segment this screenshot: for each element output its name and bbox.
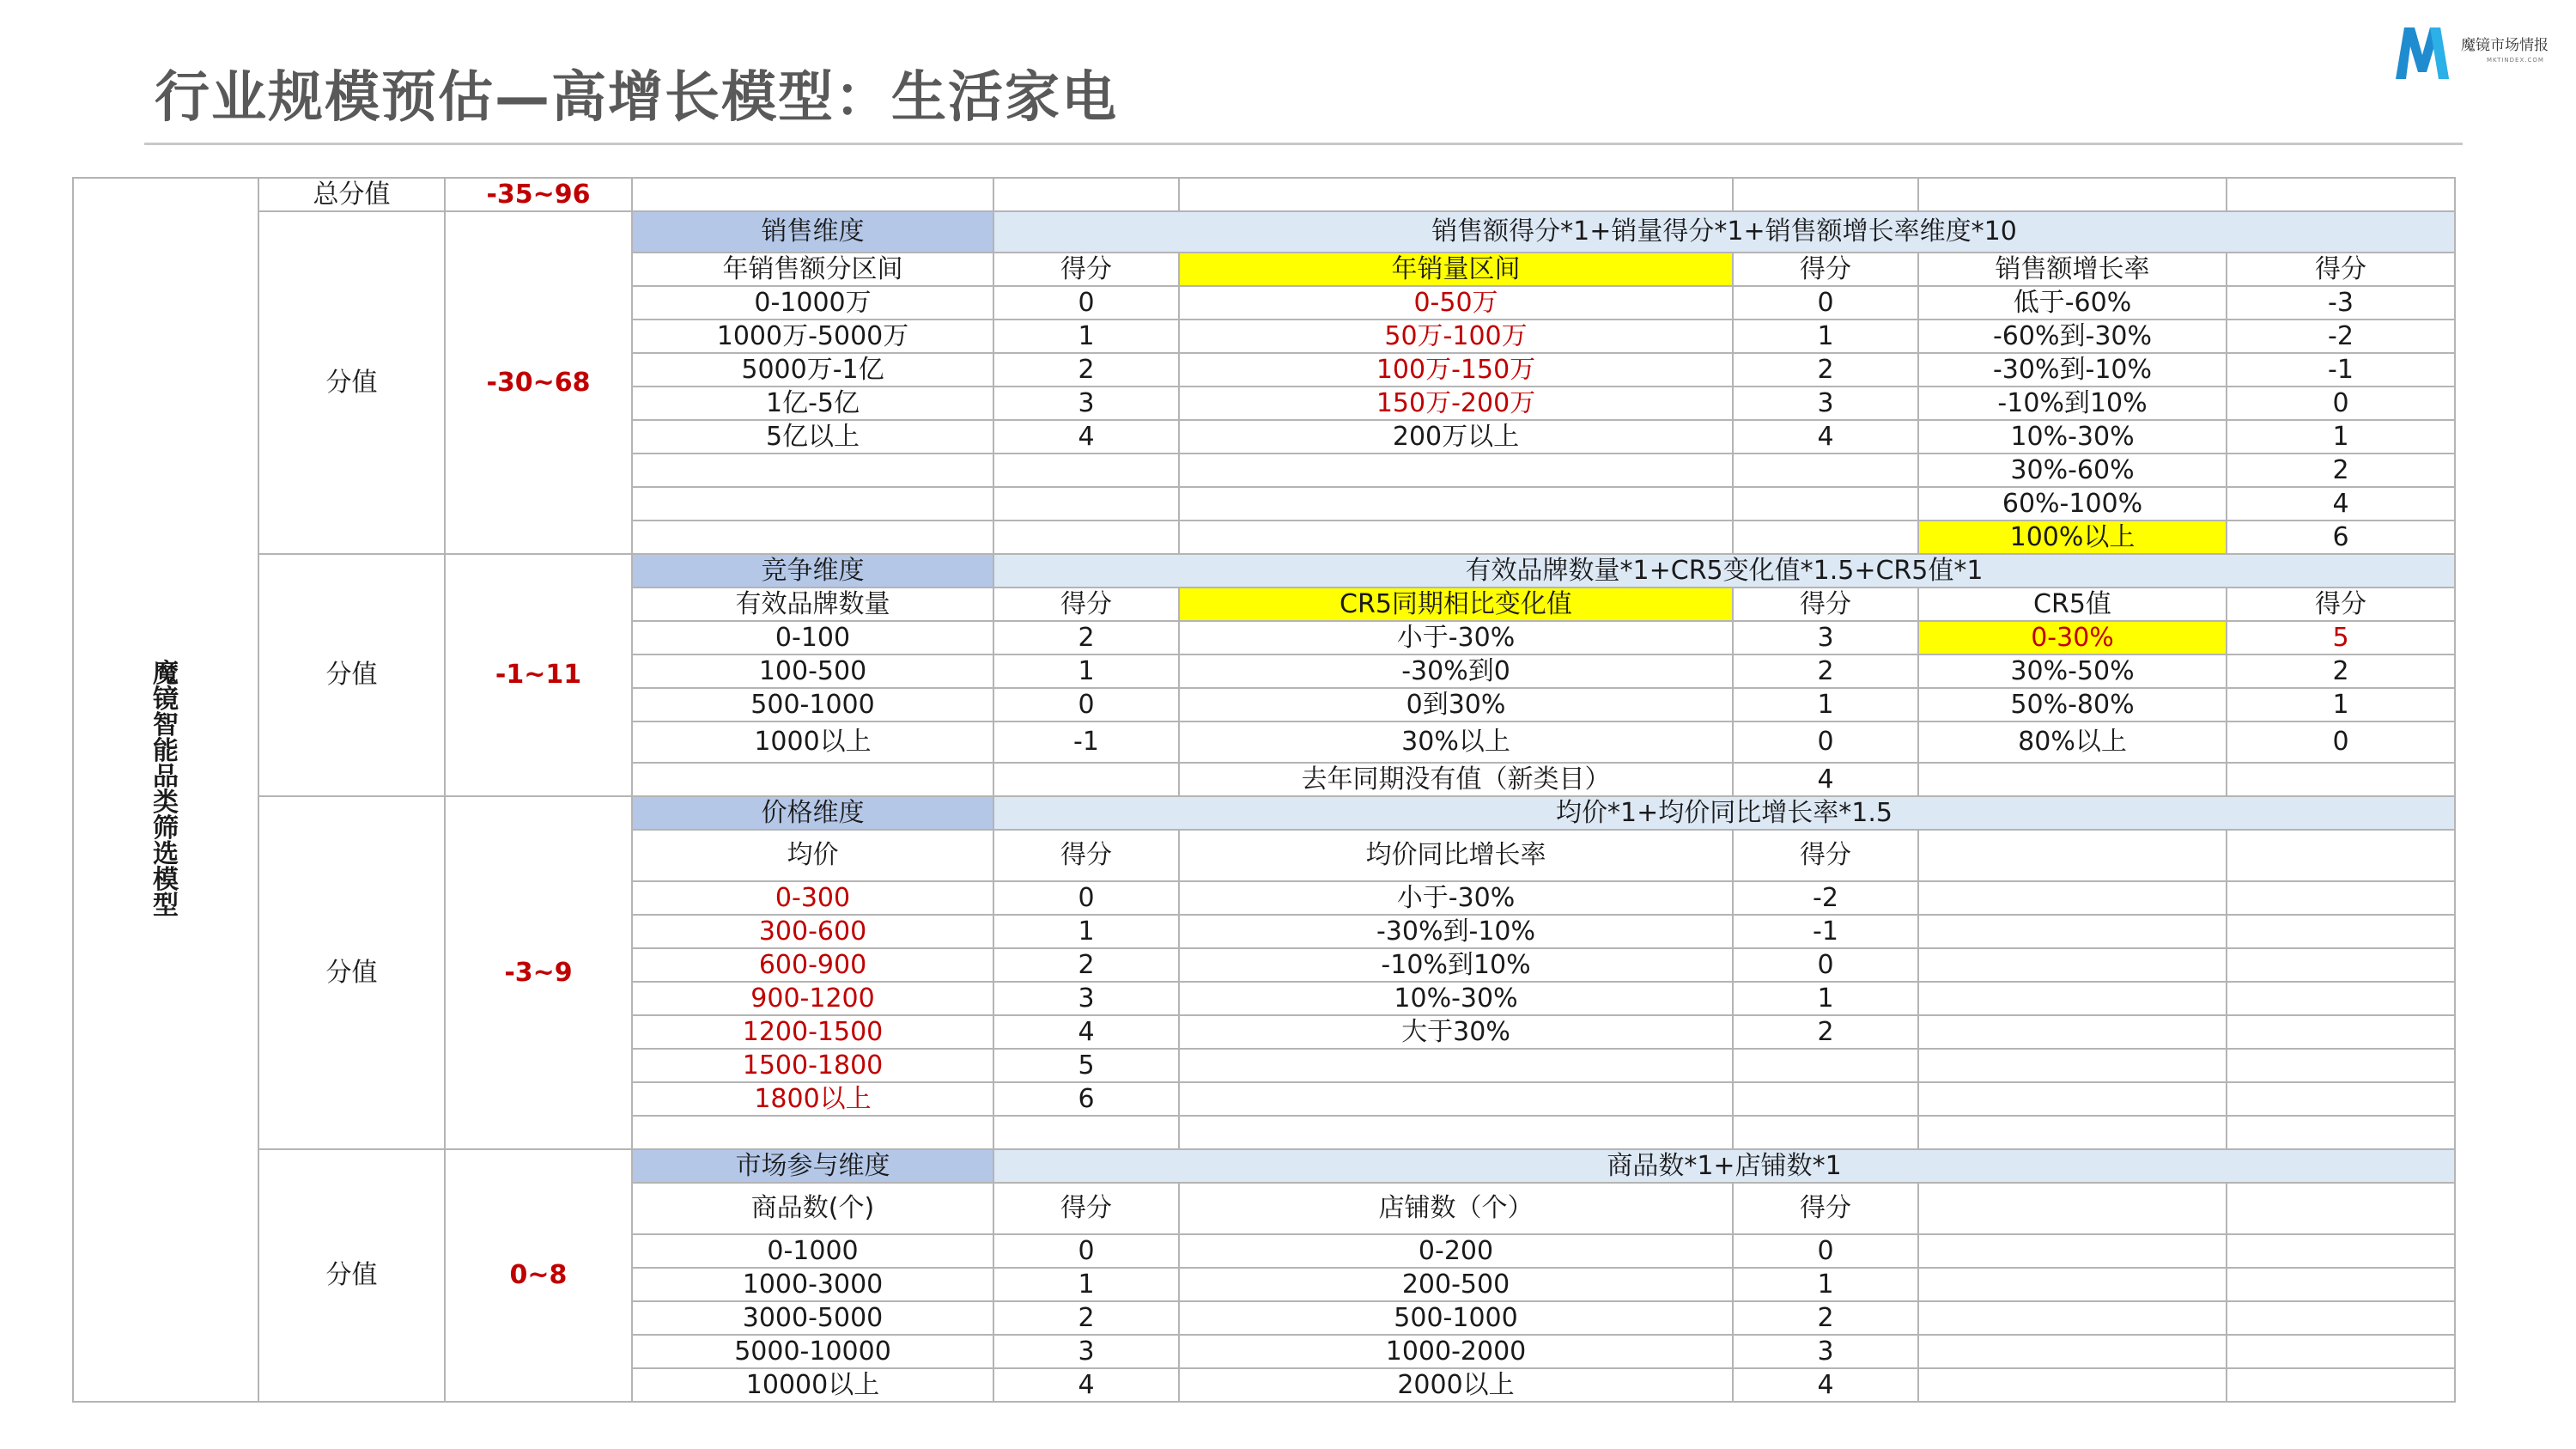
table-cell: -60%到-30% [1918, 320, 2227, 353]
table-cell: 1 [2227, 688, 2455, 721]
table-cell [2227, 1301, 2455, 1335]
table-cell: 4 [993, 420, 1179, 454]
sales-dimension-row [73, 211, 2455, 253]
table-cell: 小于-30% [1179, 881, 1733, 915]
table-cell: 4 [1733, 420, 1918, 454]
market-score-label: 分值 [258, 1149, 445, 1402]
table-cell: 2000以上 [1179, 1368, 1733, 1402]
table-cell: 大于30% [1179, 1015, 1733, 1049]
table-cell: 3 [993, 1335, 1179, 1368]
table-cell [1179, 1049, 1733, 1082]
table-cell: 50万-100万 [1179, 320, 1733, 353]
table-cell: 1 [993, 915, 1179, 948]
table-cell [632, 763, 993, 796]
table-cell [1179, 521, 1733, 554]
table-cell: 100%以上 [1918, 521, 2227, 554]
table-cell: 1 [993, 654, 1179, 688]
price-score-range: -3~9 [445, 796, 632, 1149]
table-cell: 200万以上 [1179, 420, 1733, 454]
table-cell: 5 [993, 1049, 1179, 1082]
sidebar-char: 选 [153, 838, 179, 869]
table-cell: 10%-30% [1179, 982, 1733, 1015]
table-cell [1179, 454, 1733, 487]
sidebar-char: 镜 [153, 684, 179, 715]
column-header: 商品数(个) [632, 1183, 993, 1234]
sales-dimension-header: 销售维度 [632, 211, 993, 253]
column-header: 店铺数（个） [1179, 1183, 1733, 1234]
price-dimension-header: 价格维度 [632, 796, 993, 830]
table-cell: 30%-60% [1918, 454, 2227, 487]
table-cell: 5亿以上 [632, 420, 993, 454]
table-cell: 5000万-1亿 [632, 353, 993, 387]
sidebar-char: 魔 [153, 658, 179, 689]
table-cell: -10%到10% [1179, 948, 1733, 982]
table-cell [1918, 1335, 2227, 1368]
total-range: -35~96 [445, 178, 632, 211]
table-cell [1918, 1301, 2227, 1335]
sidebar-char: 模 [153, 864, 179, 895]
table-cell: 200-500 [1179, 1268, 1733, 1301]
table-cell: 1 [1733, 688, 1918, 721]
table-cell: 1000-3000 [632, 1268, 993, 1301]
competition-formula: 有效品牌数量*1+CR5变化值*1.5+CR5值*1 [993, 554, 2455, 588]
table-cell: -1 [993, 721, 1179, 763]
table-cell: 30%-50% [1918, 654, 2227, 688]
table-cell: 6 [2227, 521, 2455, 554]
table-cell [993, 763, 1179, 796]
column-header: 得分 [2227, 588, 2455, 621]
table-cell: 600-900 [632, 948, 993, 982]
table-cell: 6 [993, 1082, 1179, 1116]
table-cell [993, 521, 1179, 554]
table-cell [993, 454, 1179, 487]
table-cell [1733, 1116, 1918, 1149]
table-cell: 500-1000 [1179, 1301, 1733, 1335]
table-cell: 1000以上 [632, 721, 993, 763]
table-cell [2227, 915, 2455, 948]
table-cell [1733, 454, 1918, 487]
table-cell [1918, 1082, 2227, 1116]
table-cell: 4 [993, 1368, 1179, 1402]
sales-score-range: -30~68 [445, 211, 632, 554]
table-cell: 3 [993, 387, 1179, 420]
table-cell: 0 [993, 1234, 1179, 1268]
table-cell: 4 [1733, 1368, 1918, 1402]
table-cell [2227, 1015, 2455, 1049]
table-cell: 10000以上 [632, 1368, 993, 1402]
table-cell [1918, 1116, 2227, 1149]
table-cell [1733, 1049, 1918, 1082]
table-cell [1918, 763, 2227, 796]
sidebar-char: 类 [153, 787, 179, 818]
table-cell: 2 [1733, 1015, 1918, 1049]
table-cell [632, 521, 993, 554]
table-cell: 1800以上 [632, 1082, 993, 1116]
table-cell: 1 [1733, 1268, 1918, 1301]
table-cell [2227, 1368, 2455, 1402]
table-cell: 5 [2227, 621, 2455, 654]
column-header: 得分 [993, 830, 1179, 881]
column-header: 均价 [632, 830, 993, 881]
table-cell: 100万-150万 [1179, 353, 1733, 387]
table-cell: 900-1200 [632, 982, 993, 1015]
table-cell [2227, 1268, 2455, 1301]
table-cell [1918, 948, 2227, 982]
table-cell [1179, 1082, 1733, 1116]
table-cell: -2 [1733, 881, 1918, 915]
table-cell [1733, 1082, 1918, 1116]
table-cell: 0 [1733, 948, 1918, 982]
table-cell: 0-200 [1179, 1234, 1733, 1268]
column-header [1918, 830, 2227, 881]
table-cell: 0 [993, 881, 1179, 915]
title-divider [144, 143, 2463, 145]
table-cell [1918, 1268, 2227, 1301]
table-cell: 0-1000万 [632, 286, 993, 320]
table-cell: 1 [993, 320, 1179, 353]
table-cell: 0 [1733, 721, 1918, 763]
column-header: 得分 [1733, 588, 1918, 621]
table-cell: 1亿-5亿 [632, 387, 993, 420]
table-cell: 2 [1733, 353, 1918, 387]
column-header [2227, 830, 2455, 881]
table-cell: 1 [1733, 320, 1918, 353]
sidebar-char: 筛 [153, 813, 179, 843]
table-cell: -3 [2227, 286, 2455, 320]
table-cell [2227, 1234, 2455, 1268]
column-header [1918, 1183, 2227, 1234]
table-cell: 100-500 [632, 654, 993, 688]
table-cell: 低于-60% [1918, 286, 2227, 320]
table-cell: 0-100 [632, 621, 993, 654]
column-header: 得分 [993, 1183, 1179, 1234]
table-cell: 2 [1733, 654, 1918, 688]
table-cell: 0到30% [1179, 688, 1733, 721]
table-cell: -30%到-10% [1179, 915, 1733, 948]
column-header: 均价同比增长率 [1179, 830, 1733, 881]
table-cell [1918, 1368, 2227, 1402]
price-formula: 均价*1+均价同比增长率*1.5 [993, 796, 2455, 830]
table-cell [2227, 1082, 2455, 1116]
column-header: 有效品牌数量 [632, 588, 993, 621]
price-score-label: 分值 [258, 796, 445, 1149]
table-cell: 2 [993, 1301, 1179, 1335]
table-cell: 1 [2227, 420, 2455, 454]
table-cell: 2 [993, 621, 1179, 654]
table-cell: 小于-30% [1179, 621, 1733, 654]
price-dimension-row [73, 796, 2455, 830]
table-cell: 去年同期没有值（新类目） [1179, 763, 1733, 796]
table-cell: 1500-1800 [632, 1049, 993, 1082]
table-cell: 0 [2227, 387, 2455, 420]
table-cell: 500-1000 [632, 688, 993, 721]
table-cell: 10%-30% [1918, 420, 2227, 454]
table-cell [2227, 881, 2455, 915]
column-header: 得分 [993, 588, 1179, 621]
sidebar-char: 能 [153, 735, 179, 766]
brand-logo [2392, 22, 2555, 82]
table-cell [2227, 982, 2455, 1015]
table-cell: 2 [2227, 454, 2455, 487]
table-cell: 2 [1733, 1301, 1918, 1335]
table-cell: 1200-1500 [632, 1015, 993, 1049]
table-cell: 1 [993, 1268, 1179, 1301]
column-header: CR5同期相比变化值 [1179, 588, 1733, 621]
table-cell: -30%到-10% [1918, 353, 2227, 387]
table-cell: 0-50万 [1179, 286, 1733, 320]
table-cell [1733, 521, 1918, 554]
table-cell [993, 1116, 1179, 1149]
table-cell [1918, 881, 2227, 915]
table-cell [2227, 948, 2455, 982]
table-cell: 3 [1733, 1335, 1918, 1368]
model-sidebar-label [73, 178, 258, 1402]
table-cell: -2 [2227, 320, 2455, 353]
table-cell: 0 [1733, 286, 1918, 320]
column-header [2227, 1183, 2455, 1234]
table-cell: 150万-200万 [1179, 387, 1733, 420]
table-cell [2227, 763, 2455, 796]
table-cell: -10%到10% [1918, 387, 2227, 420]
table-cell: 5000-10000 [632, 1335, 993, 1368]
table-cell: 0 [993, 688, 1179, 721]
table-cell: 2 [993, 948, 1179, 982]
market-dimension-header: 市场参与维度 [632, 1149, 993, 1183]
table-cell: 3 [1733, 621, 1918, 654]
table-cell: 80%以上 [1918, 721, 2227, 763]
table-cell: 4 [993, 1015, 1179, 1049]
column-header: 得分 [2227, 253, 2455, 286]
scoring-model-table [72, 177, 2456, 1403]
table-cell: 30%以上 [1179, 721, 1733, 763]
table-cell: 0 [993, 286, 1179, 320]
table-cell: 60%-100% [1918, 487, 2227, 521]
table-cell [1179, 487, 1733, 521]
table-cell: 1000万-5000万 [632, 320, 993, 353]
table-cell [1918, 1234, 2227, 1268]
table-cell [1918, 915, 2227, 948]
table-cell: 2 [993, 353, 1179, 387]
table-cell [632, 1116, 993, 1149]
table-cell: 4 [2227, 487, 2455, 521]
sidebar-char: 智 [153, 709, 179, 740]
column-header: CR5值 [1918, 588, 2227, 621]
table-cell [993, 487, 1179, 521]
table-cell [2227, 1049, 2455, 1082]
column-header: 销售额增长率 [1918, 253, 2227, 286]
table-cell: 1000-2000 [1179, 1335, 1733, 1368]
competition-dimension-header: 竞争维度 [632, 554, 993, 588]
table-cell [1918, 1049, 2227, 1082]
column-header: 得分 [1733, 1183, 1918, 1234]
table-cell: 0 [2227, 721, 2455, 763]
sidebar-char: 型 [153, 890, 179, 921]
total-label: 总分值 [258, 178, 445, 211]
table-cell: 50%-80% [1918, 688, 2227, 721]
logo-m-icon [2392, 22, 2452, 82]
logo-subtitle: MKTINDEX.COM [2487, 57, 2544, 64]
market-formula: 商品数*1+店铺数*1 [993, 1149, 2455, 1183]
competition-score-label: 分值 [258, 554, 445, 796]
column-header: 年销售额分区间 [632, 253, 993, 286]
column-header: 得分 [1733, 253, 1918, 286]
table-cell: 0 [1733, 1234, 1918, 1268]
competition-dimension-row [73, 554, 2455, 588]
table-cell: -1 [1733, 915, 1918, 948]
table-cell: 300-600 [632, 915, 993, 948]
market-dimension-row [73, 1149, 2455, 1183]
table-cell [1918, 1015, 2227, 1049]
column-header: 得分 [1733, 830, 1918, 881]
table-cell: 0-30% [1918, 621, 2227, 654]
table-cell: 3 [993, 982, 1179, 1015]
table-cell [632, 487, 993, 521]
logo-name: 魔镜市场情报 [2461, 37, 2549, 54]
sales-score-label: 分值 [258, 211, 445, 554]
table-cell [2227, 1335, 2455, 1368]
table-cell [1179, 1116, 1733, 1149]
sidebar-char: 品 [153, 761, 179, 792]
total-row [73, 178, 2455, 211]
table-cell [632, 454, 993, 487]
table-cell: 1 [1733, 982, 1918, 1015]
market-score-range: 0~8 [445, 1149, 632, 1402]
table-cell [1733, 487, 1918, 521]
table-cell: -1 [2227, 353, 2455, 387]
table-cell: 0-1000 [632, 1234, 993, 1268]
competition-score-range: -1~11 [445, 554, 632, 796]
sales-formula: 销售额得分*1+销量得分*1+销售额增长率维度*10 [993, 211, 2455, 253]
table-cell: 3000-5000 [632, 1301, 993, 1335]
column-header: 年销量区间 [1179, 253, 1733, 286]
table-cell [1918, 982, 2227, 1015]
column-header: 得分 [993, 253, 1179, 286]
page-title: 行业规模预估—高增长模型：生活家电 [155, 66, 1118, 130]
table-cell: 3 [1733, 387, 1918, 420]
table-cell: 0-300 [632, 881, 993, 915]
table-cell: -30%到0 [1179, 654, 1733, 688]
table-cell [2227, 1116, 2455, 1149]
table-cell: 4 [1733, 763, 1918, 796]
table-cell: 2 [2227, 654, 2455, 688]
